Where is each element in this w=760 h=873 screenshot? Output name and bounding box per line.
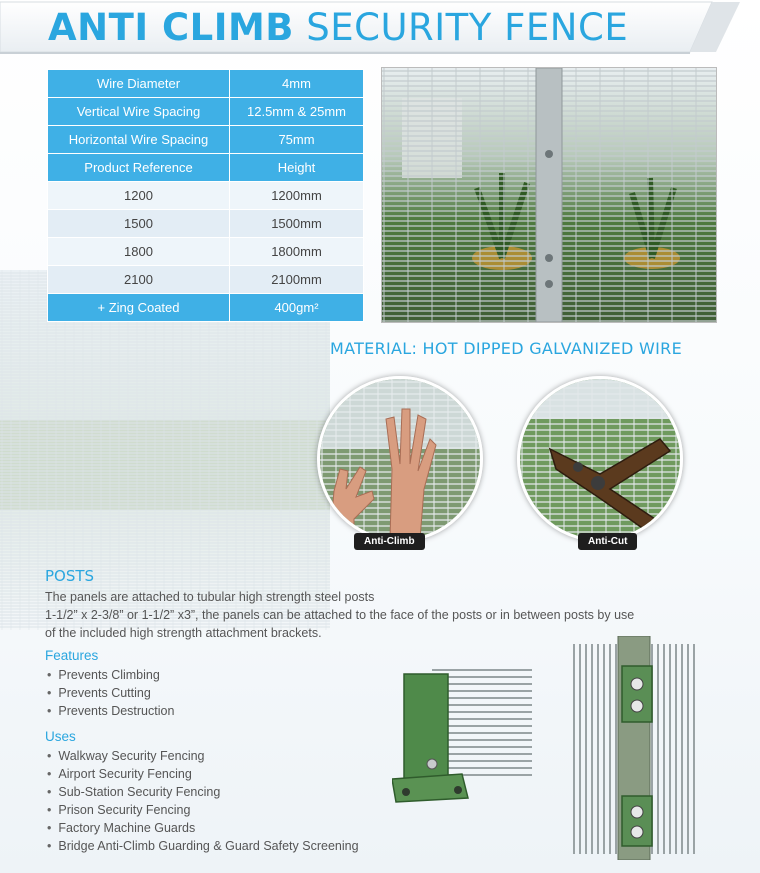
page-title: [48, 4, 628, 52]
features-heading: Features: [45, 648, 99, 663]
anti-cut-illustration: [520, 379, 680, 539]
posts-heading: POSTS: [45, 567, 95, 585]
spec-value: 2100mm: [230, 266, 364, 294]
spec-value: 4mm: [230, 70, 364, 98]
spec-row: [48, 210, 364, 238]
spec-label: Product Reference: [48, 154, 230, 182]
anti-cut-label: Anti-Cut: [578, 533, 637, 550]
anti-climb-photo: [317, 376, 483, 542]
spec-row: [48, 182, 364, 210]
spec-value: 1500mm: [230, 210, 364, 238]
spec-value: 1800mm: [230, 238, 364, 266]
spec-row: [48, 154, 364, 182]
feature-item: • Prevents Destruction: [47, 702, 174, 720]
uses-list: [47, 747, 359, 855]
spec-row: [48, 238, 364, 266]
post-with-base-plate-photo: [392, 664, 532, 804]
posts-description: [45, 588, 725, 642]
use-item: • Airport Security Fencing: [47, 765, 359, 783]
spec-value: Height: [230, 154, 364, 182]
title-light: SECURITY FENCE: [306, 6, 629, 49]
spec-row: [48, 126, 364, 154]
spec-label: 2100: [48, 266, 230, 294]
use-item: • Bridge Anti-Climb Guarding & Guard Safety Screening: [47, 837, 359, 855]
uses-heading: Uses: [45, 729, 76, 744]
spec-row: [48, 70, 364, 98]
spec-value: 12.5mm & 25mm: [230, 98, 364, 126]
spec-value: 1200mm: [230, 182, 364, 210]
use-item: • Prison Security Fencing: [47, 801, 359, 819]
spec-label: 1200: [48, 182, 230, 210]
spec-label: + Zing Coated: [48, 294, 230, 322]
material-heading: MATERIAL: HOT DIPPED GALVANIZED WIRE: [330, 339, 682, 358]
spec-value: 400gm²: [230, 294, 364, 322]
use-item: • Factory Machine Guards: [47, 819, 359, 837]
spec-label: 1500: [48, 210, 230, 238]
anti-cut-photo: [517, 376, 683, 542]
spec-label: Wire Diameter: [48, 70, 230, 98]
posts-line-3: of the included high strength attachment brackets.: [45, 626, 322, 640]
fence-panel-photo: [381, 67, 717, 323]
use-item: • Sub-Station Security Fencing: [47, 783, 359, 801]
spec-row: [48, 98, 364, 126]
spec-label: Vertical Wire Spacing: [48, 98, 230, 126]
spec-value: 75mm: [230, 126, 364, 154]
spec-label: Horizontal Wire Spacing: [48, 126, 230, 154]
anti-climb-illustration: [320, 379, 480, 539]
features-list: [47, 666, 174, 720]
feature-item: • Prevents Climbing: [47, 666, 174, 684]
specification-table: [47, 69, 364, 322]
spec-row: [48, 266, 364, 294]
spec-row: [48, 294, 364, 322]
spec-label: 1800: [48, 238, 230, 266]
posts-line-1: The panels are attached to tubular high strength steel posts: [45, 590, 375, 604]
feature-item: • Prevents Cutting: [47, 684, 174, 702]
posts-line-2: 1-1/2” x 2-3/8” or 1-1/2” x3”, the panels can be attached to the face of the posts or in between posts by use: [45, 608, 635, 622]
use-item: • Walkway Security Fencing: [47, 747, 359, 765]
anti-climb-label: Anti-Climb: [354, 533, 425, 550]
title-bold: ANTI CLIMB: [48, 6, 295, 49]
tubular-post-photo: [572, 636, 697, 860]
